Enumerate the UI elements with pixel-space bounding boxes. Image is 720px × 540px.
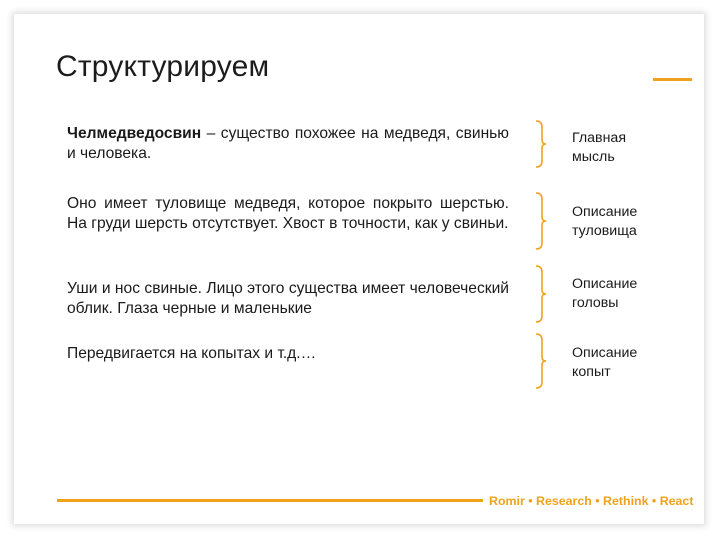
- bracket-icon: [535, 192, 547, 250]
- bracket-icon: [535, 120, 547, 168]
- label-head: [572, 275, 682, 313]
- paragraph-body: [67, 194, 509, 234]
- bracket-icon: [535, 265, 547, 323]
- paragraph-text: Передвигается на копытах и т.д.…: [67, 345, 317, 362]
- footer-accent-line: [57, 499, 483, 502]
- label-line: Описание: [572, 276, 638, 292]
- label-line: Описание: [572, 204, 638, 220]
- label-line: головы: [572, 295, 619, 311]
- slide-title: Структурируем: [56, 50, 270, 83]
- bracket-icon: [535, 333, 547, 389]
- title-accent-bar: [653, 78, 692, 81]
- label-body: [572, 203, 682, 241]
- paragraph-hooves: [67, 344, 509, 364]
- label-line: Главная: [572, 130, 626, 146]
- slide-frame: [14, 14, 704, 524]
- paragraph-text: Оно имеет туловище медведя, которое покрыто шерстью. На груди шерсть отсутствует. Хвост в точности, как у свиньи.: [67, 195, 509, 232]
- label-main-idea: [572, 129, 682, 167]
- paragraph-text: существо похожее на медведя, свинью и человека.: [67, 125, 510, 162]
- label-line: мысль: [572, 149, 615, 165]
- paragraph-head: [67, 279, 509, 319]
- term-bold: Челмедведосвин: [67, 125, 202, 142]
- label-line: туловища: [572, 223, 637, 239]
- label-line: Описание: [572, 345, 638, 361]
- term-dash: –: [201, 125, 221, 142]
- brand-tagline: Romir • Research • Rethink • React: [489, 494, 694, 508]
- paragraph-text: Уши и нос свиные. Лицо этого существа имеет человеческий облик. Глаза черные и маленькие: [67, 280, 509, 317]
- paragraph-main-idea: [67, 124, 509, 164]
- label-hooves: [572, 344, 682, 382]
- label-line: копыт: [572, 364, 611, 380]
